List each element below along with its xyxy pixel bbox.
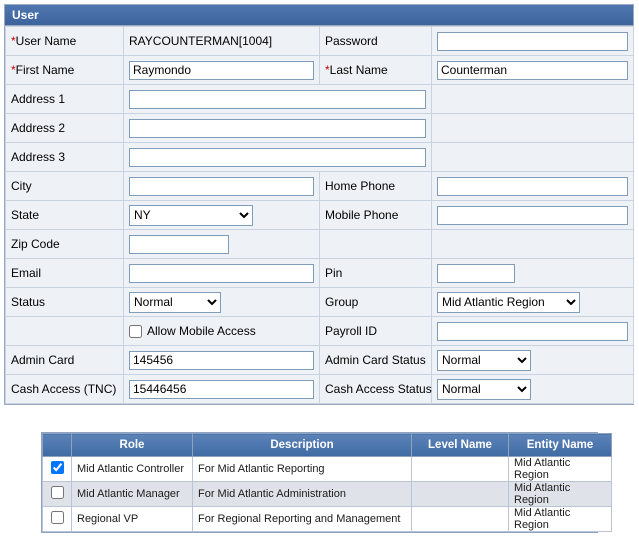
role-level-name	[412, 482, 509, 507]
allow-mobile-access-label: Allow Mobile Access	[147, 324, 256, 338]
user-form-table	[5, 26, 634, 404]
user-name-value: RAYCOUNTERMAN[1004]	[129, 34, 273, 48]
row-select-cell	[43, 507, 72, 532]
password-input[interactable]	[437, 32, 628, 51]
role-description: For Mid Atlantic Reporting	[193, 457, 412, 482]
role-description: For Mid Atlantic Administration	[193, 482, 412, 507]
role-select-checkbox[interactable]	[51, 486, 64, 499]
label-pin: Pin	[320, 259, 432, 288]
header-select	[43, 434, 72, 457]
cell-address3	[124, 143, 432, 172]
cell-address2	[124, 114, 432, 143]
label-city: City	[6, 172, 124, 201]
allow-mobile-access-checkbox[interactable]	[129, 325, 142, 338]
required-marker: *	[11, 63, 16, 77]
mobile-phone-input[interactable]	[437, 206, 628, 225]
cell-admin-card	[124, 346, 320, 375]
row-cashaccess	[6, 375, 634, 404]
cell-email	[124, 259, 320, 288]
role-entity-name: Mid Atlantic Region	[509, 482, 612, 507]
cell-pin	[432, 259, 634, 288]
label-admin-card: Admin Card	[6, 346, 124, 375]
role-select-checkbox[interactable]	[51, 511, 64, 524]
label-password: Password	[320, 27, 432, 56]
panel-title: User	[5, 5, 633, 26]
first-name-input[interactable]	[129, 61, 314, 80]
cell-password	[432, 27, 634, 56]
label-home-phone: Home Phone	[320, 172, 432, 201]
row-admincard	[6, 346, 634, 375]
table-row	[43, 457, 612, 482]
label-first-name: *First Name	[6, 56, 124, 85]
user-panel	[4, 4, 634, 405]
spacer-zip-2	[432, 230, 634, 259]
admin-card-input[interactable]	[129, 351, 314, 370]
role-name: Mid Atlantic Manager	[72, 482, 193, 507]
cash-access-input[interactable]	[129, 380, 314, 399]
cell-cash-access-status	[432, 375, 634, 404]
row-city-homephone	[6, 172, 634, 201]
cell-state	[124, 201, 320, 230]
state-select[interactable]	[129, 205, 253, 226]
spacer-address1	[432, 85, 634, 114]
role-level-name	[412, 457, 509, 482]
role-entity-name: Mid Atlantic Region	[509, 457, 612, 482]
group-select[interactable]	[437, 292, 580, 313]
cell-zip-code	[124, 230, 320, 259]
label-address1: Address 1	[6, 85, 124, 114]
label-last-name: *Last Name	[320, 56, 432, 85]
row-first-last-name	[6, 56, 634, 85]
role-level-name	[412, 507, 509, 532]
cell-user-name	[124, 27, 320, 56]
row-status-group	[6, 288, 634, 317]
home-phone-input[interactable]	[437, 177, 628, 196]
payroll-id-input[interactable]	[437, 322, 628, 341]
cell-home-phone	[432, 172, 634, 201]
role-name: Regional VP	[72, 507, 193, 532]
status-select[interactable]	[129, 292, 221, 313]
pin-input[interactable]	[437, 264, 515, 283]
cell-address1	[124, 85, 432, 114]
header-description: Description	[193, 434, 412, 457]
row-address1	[6, 85, 634, 114]
label-email: Email	[6, 259, 124, 288]
role-name: Mid Atlantic Controller	[72, 457, 193, 482]
cell-group	[432, 288, 634, 317]
cell-mobile-phone	[432, 201, 634, 230]
cell-cash-access	[124, 375, 320, 404]
spacer-address2	[432, 114, 634, 143]
cell-allow-mobile-access	[124, 317, 320, 346]
row-select-cell	[43, 482, 72, 507]
spacer-mobile-access	[6, 317, 124, 346]
admin-card-status-select[interactable]	[437, 350, 531, 371]
role-entity-name: Mid Atlantic Region	[509, 507, 612, 532]
role-description: For Regional Reporting and Management	[193, 507, 412, 532]
cell-last-name	[432, 56, 634, 85]
row-state-mobilephone	[6, 201, 634, 230]
city-input[interactable]	[129, 177, 314, 196]
row-email-pin	[6, 259, 634, 288]
label-admin-card-status: Admin Card Status	[320, 346, 432, 375]
table-row	[43, 482, 612, 507]
spacer-zip-1	[320, 230, 432, 259]
cell-payroll-id	[432, 317, 634, 346]
roles-table	[42, 433, 612, 532]
cell-city	[124, 172, 320, 201]
row-address3	[6, 143, 634, 172]
roles-header-row	[43, 434, 612, 457]
label-group: Group	[320, 288, 432, 317]
label-address3: Address 3	[6, 143, 124, 172]
label-user-name: *User Name	[6, 27, 124, 56]
label-state: State	[6, 201, 124, 230]
header-role: Role	[72, 434, 193, 457]
address1-input[interactable]	[129, 90, 426, 109]
email-input[interactable]	[129, 264, 314, 283]
row-mobileaccess-payroll	[6, 317, 634, 346]
spacer-address3	[432, 143, 634, 172]
cell-status	[124, 288, 320, 317]
header-entity-name: Entity Name	[509, 434, 612, 457]
row-select-cell	[43, 457, 72, 482]
row-username-password	[6, 27, 634, 56]
cell-first-name	[124, 56, 320, 85]
label-address2: Address 2	[6, 114, 124, 143]
label-cash-access: Cash Access (TNC)	[6, 375, 124, 404]
role-select-checkbox[interactable]	[51, 461, 64, 474]
label-zip-code: Zip Code	[6, 230, 124, 259]
address3-input[interactable]	[129, 148, 426, 167]
label-status: Status	[6, 288, 124, 317]
zip-code-input[interactable]	[129, 235, 229, 254]
header-level-name: Level Name	[412, 434, 509, 457]
label-mobile-phone: Mobile Phone	[320, 201, 432, 230]
cash-access-status-select[interactable]	[437, 379, 531, 400]
row-address2	[6, 114, 634, 143]
required-marker: *	[11, 34, 16, 48]
last-name-input[interactable]	[437, 61, 628, 80]
label-payroll-id: Payroll ID	[320, 317, 432, 346]
roles-grid	[41, 432, 598, 533]
required-marker: *	[325, 63, 330, 77]
cell-admin-card-status	[432, 346, 634, 375]
label-cash-access-status: Cash Access Status	[320, 375, 432, 404]
table-row	[43, 507, 612, 532]
row-zipcode	[6, 230, 634, 259]
address2-input[interactable]	[129, 119, 426, 138]
